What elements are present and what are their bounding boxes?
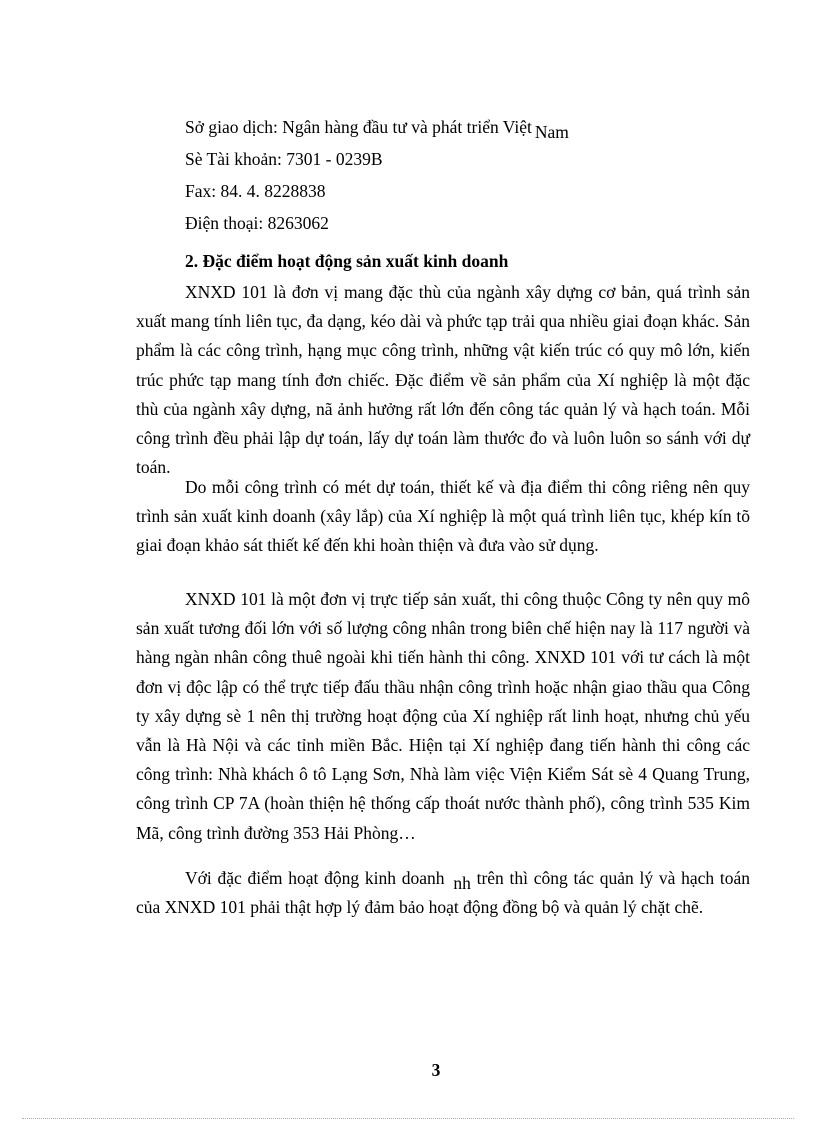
page-number: 3: [431, 1060, 441, 1080]
bank-line-tail: Nam: [534, 122, 569, 142]
phone-line: Điện thoại: 8263062: [185, 213, 329, 233]
bank-line-text: Sở giao dịch: Ngân hàng đầu tư và phát triển Việt: [185, 117, 532, 137]
paragraph-4-start: Với đặc điểm hoạt động kinh doanh: [185, 868, 445, 888]
paragraph-1: XNXD 101 là đơn vị mang đặc thù của ngành xây dựng cơ bản, quá trình sản xuất mang tính liên tục, đa dạng, kéo dài và phức tạp trải qua nhiều giai đoạn khác. Sản phẩm là các công trình, hạng mục công trình, những vật kiến trúc có quy mô lớn, kiến trúc phức tạp mang tính đơn chiếc. Đặc điểm về sản phẩm của Xí nghiệp là một đặc thù của ngành xây dựng, nã ảnh hưởng rất lớn đến công tác quản lý và hạch toán. Mỗi công trình đều phải lập dự toán, lấy dự toán làm thước đo và luôn luôn so sánh với dự toán.: [136, 282, 750, 478]
fax-line: Fax: 84. 4. 8228838: [185, 181, 326, 201]
bank-line: [185, 116, 569, 142]
paragraph-4: [136, 864, 750, 922]
page-bottom-divider: [22, 1118, 794, 1119]
paragraph-3: XNXD 101 là một đơn vị trực tiếp sản xuất, thi công thuộc Công ty nên quy mô sản xuất tương đối lớn với số lượng công nhân trong biên chế hiện nay là 117 người và hàng ngàn nhân công thuê ngoài khi tiến hành thi công. XNXD 101 với tư cách là một đơn vị độc lập có thể trực tiếp đấu thầu nhận công trình hoặc nhận giao thầu qua Công ty xây dựng sè 1 nên thị trường hoạt động của Xí nghiệp rất linh hoạt, nhưng chủ yếu vẫn là Hà Nội và các tỉnh miền Bắc. Hiện tại Xí nghiệp đang tiến hành thi công các công trình: Nhà khách ô tô Lạng Sơn, Nhà làm việc Viện Kiểm Sát sè 4 Quang Trung, công trình CP 7A (hoàn thiện hệ thống cấp thoát nước thành phố), công trình 535 Kim Mã, công trình đường 353 Hải Phòng…: [136, 589, 750, 843]
section-heading: 2. Đặc điểm hoạt động sản xuất kinh doanh: [185, 251, 509, 271]
paragraph-4-end: trên thì công tác quản lý và hạch toán của XNXD 101 phải thật hợp lý đảm bảo hoạt động đồng bộ và quản lý chặt chẽ.: [136, 868, 751, 918]
paragraph-4-sub: nh: [453, 873, 471, 893]
paragraph-2: Do mỗi công trình có mét dự toán, thiết kế và địa điểm thi công riêng nên quy trình sản xuất kinh doanh (xây lắp) của Xí nghiệp là một quá trình liên tục, khép kín tõ giai đoạn khảo sát thiết kế đến khi hoàn thiện và đưa vào sử dụng.: [136, 477, 750, 556]
account-line: Sè Tài khoản: 7301 - 0239B: [185, 149, 383, 169]
